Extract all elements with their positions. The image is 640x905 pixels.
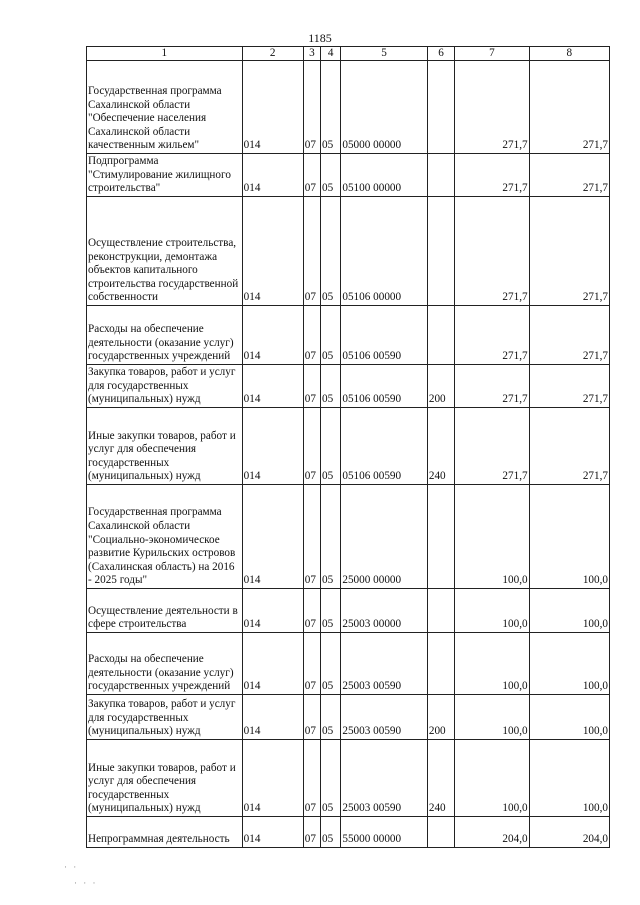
table-header-row [87,47,610,61]
cell-amount-year-2: 271,7 [529,306,609,365]
scan-speck: · · [64,862,79,872]
cell-expense-type: 240 [427,740,454,817]
cell-amount-year-1: 204,0 [455,817,529,848]
cell-description: Осуществление строительства, реконструкции, демонтажа объектов капитального строительства государственной собственности [87,197,243,306]
cell-expense-type: 200 [427,365,454,408]
table-row [87,740,610,817]
cell-target-article: 05100 00000 [341,154,427,197]
cell-expense-type [427,61,454,154]
budget-table [86,46,610,848]
table-row [87,817,610,848]
cell-target-article: 05106 00590 [341,365,427,408]
cell-amount-year-2: 271,7 [529,197,609,306]
cell-amount-year-1: 271,7 [455,365,529,408]
cell-section-code: 07 [303,589,320,633]
cell-description: Иные закупки товаров, работ и услуг для обеспечения государственных (муниципальных) нужд [87,740,243,817]
cell-amount-year-1: 271,7 [455,61,529,154]
cell-amount-year-1: 100,0 [455,740,529,817]
cell-subsection-code: 05 [321,61,341,154]
cell-target-article: 25003 00590 [341,695,427,740]
cell-amount-year-1: 100,0 [455,485,529,589]
cell-ministry-code: 014 [242,197,303,306]
cell-section-code: 07 [303,633,320,695]
table-row [87,633,610,695]
cell-amount-year-1: 100,0 [455,589,529,633]
cell-subsection-code: 05 [321,408,341,485]
cell-expense-type: 240 [427,408,454,485]
cell-amount-year-1: 271,7 [455,154,529,197]
column-header: 5 [341,47,427,61]
cell-subsection-code: 05 [321,154,341,197]
column-header: 7 [455,47,529,61]
cell-ministry-code: 014 [242,154,303,197]
cell-subsection-code: 05 [321,365,341,408]
cell-section-code: 07 [303,365,320,408]
page-number: 1185 [308,31,332,45]
cell-ministry-code: 014 [242,306,303,365]
cell-amount-year-2: 100,0 [529,695,609,740]
cell-subsection-code: 05 [321,740,341,817]
cell-description: Расходы на обеспечение деятельности (оказание услуг) государственных учреждений [87,633,243,695]
column-header: 8 [529,47,609,61]
cell-target-article: 05106 00590 [341,408,427,485]
cell-target-article: 25003 00590 [341,740,427,817]
table-row [87,365,610,408]
cell-expense-type [427,306,454,365]
cell-section-code: 07 [303,408,320,485]
cell-section-code: 07 [303,740,320,817]
cell-subsection-code: 05 [321,695,341,740]
cell-amount-year-2: 100,0 [529,589,609,633]
cell-amount-year-1: 100,0 [455,695,529,740]
column-header: 3 [303,47,320,61]
table-row [87,408,610,485]
cell-section-code: 07 [303,61,320,154]
cell-ministry-code: 014 [242,740,303,817]
cell-subsection-code: 05 [321,306,341,365]
cell-subsection-code: 05 [321,817,341,848]
cell-section-code: 07 [303,485,320,589]
cell-target-article: 05106 00590 [341,306,427,365]
cell-subsection-code: 05 [321,485,341,589]
cell-description: Закупка товаров, работ и услуг для государственных (муниципальных) нужд [87,695,243,740]
cell-ministry-code: 014 [242,589,303,633]
cell-section-code: 07 [303,154,320,197]
cell-ministry-code: 014 [242,61,303,154]
cell-ministry-code: 014 [242,408,303,485]
table-row [87,589,610,633]
cell-section-code: 07 [303,695,320,740]
cell-description: Закупка товаров, работ и услуг для государственных (муниципальных) нужд [87,365,243,408]
cell-expense-type [427,485,454,589]
cell-target-article: 25003 00000 [341,589,427,633]
cell-expense-type [427,154,454,197]
cell-ministry-code: 014 [242,695,303,740]
cell-expense-type: 200 [427,695,454,740]
cell-description: Подпрограмма "Стимулирование жилищного строительства" [87,154,243,197]
cell-target-article: 25003 00590 [341,633,427,695]
cell-expense-type [427,817,454,848]
cell-description: Непрограммная деятельность [87,817,243,848]
cell-subsection-code: 05 [321,589,341,633]
cell-expense-type [427,589,454,633]
cell-amount-year-1: 271,7 [455,408,529,485]
scan-speck: · · · [74,878,98,888]
column-header: 2 [242,47,303,61]
table-row [87,306,610,365]
cell-ministry-code: 014 [242,817,303,848]
cell-amount-year-1: 100,0 [455,633,529,695]
cell-ministry-code: 014 [242,485,303,589]
cell-description: Расходы на обеспечение деятельности (оказание услуг) государственных учреждений [87,306,243,365]
table-row [87,61,610,154]
cell-ministry-code: 014 [242,633,303,695]
cell-amount-year-2: 271,7 [529,365,609,408]
cell-ministry-code: 014 [242,365,303,408]
cell-amount-year-2: 100,0 [529,633,609,695]
cell-amount-year-2: 271,7 [529,61,609,154]
cell-expense-type [427,197,454,306]
cell-section-code: 07 [303,817,320,848]
cell-amount-year-2: 100,0 [529,485,609,589]
cell-amount-year-2: 100,0 [529,740,609,817]
cell-amount-year-2: 204,0 [529,817,609,848]
cell-section-code: 07 [303,197,320,306]
cell-target-article: 55000 00000 [341,817,427,848]
cell-target-article: 25000 00000 [341,485,427,589]
cell-description: Государственная программа Сахалинской области "Социально-экономическое развитие Курильских островов (Сахалинская область) на 2016 - 2025 годы" [87,485,243,589]
column-header: 1 [87,47,243,61]
cell-description: Осуществление деятельности в сфере строительства [87,589,243,633]
cell-subsection-code: 05 [321,197,341,306]
cell-section-code: 07 [303,306,320,365]
table-row [87,197,610,306]
cell-description: Иные закупки товаров, работ и услуг для обеспечения государственных (муниципальных) нужд [87,408,243,485]
table-row [87,154,610,197]
table-row [87,485,610,589]
cell-amount-year-2: 271,7 [529,154,609,197]
cell-expense-type [427,633,454,695]
cell-amount-year-1: 271,7 [455,306,529,365]
cell-target-article: 05000 00000 [341,61,427,154]
table-row [87,695,610,740]
column-header: 6 [427,47,454,61]
cell-amount-year-2: 271,7 [529,408,609,485]
cell-amount-year-1: 271,7 [455,197,529,306]
column-header: 4 [321,47,341,61]
cell-target-article: 05106 00000 [341,197,427,306]
cell-subsection-code: 05 [321,633,341,695]
cell-description: Государственная программа Сахалинской области "Обеспечение населения Сахалинской области качественным жильем" [87,61,243,154]
